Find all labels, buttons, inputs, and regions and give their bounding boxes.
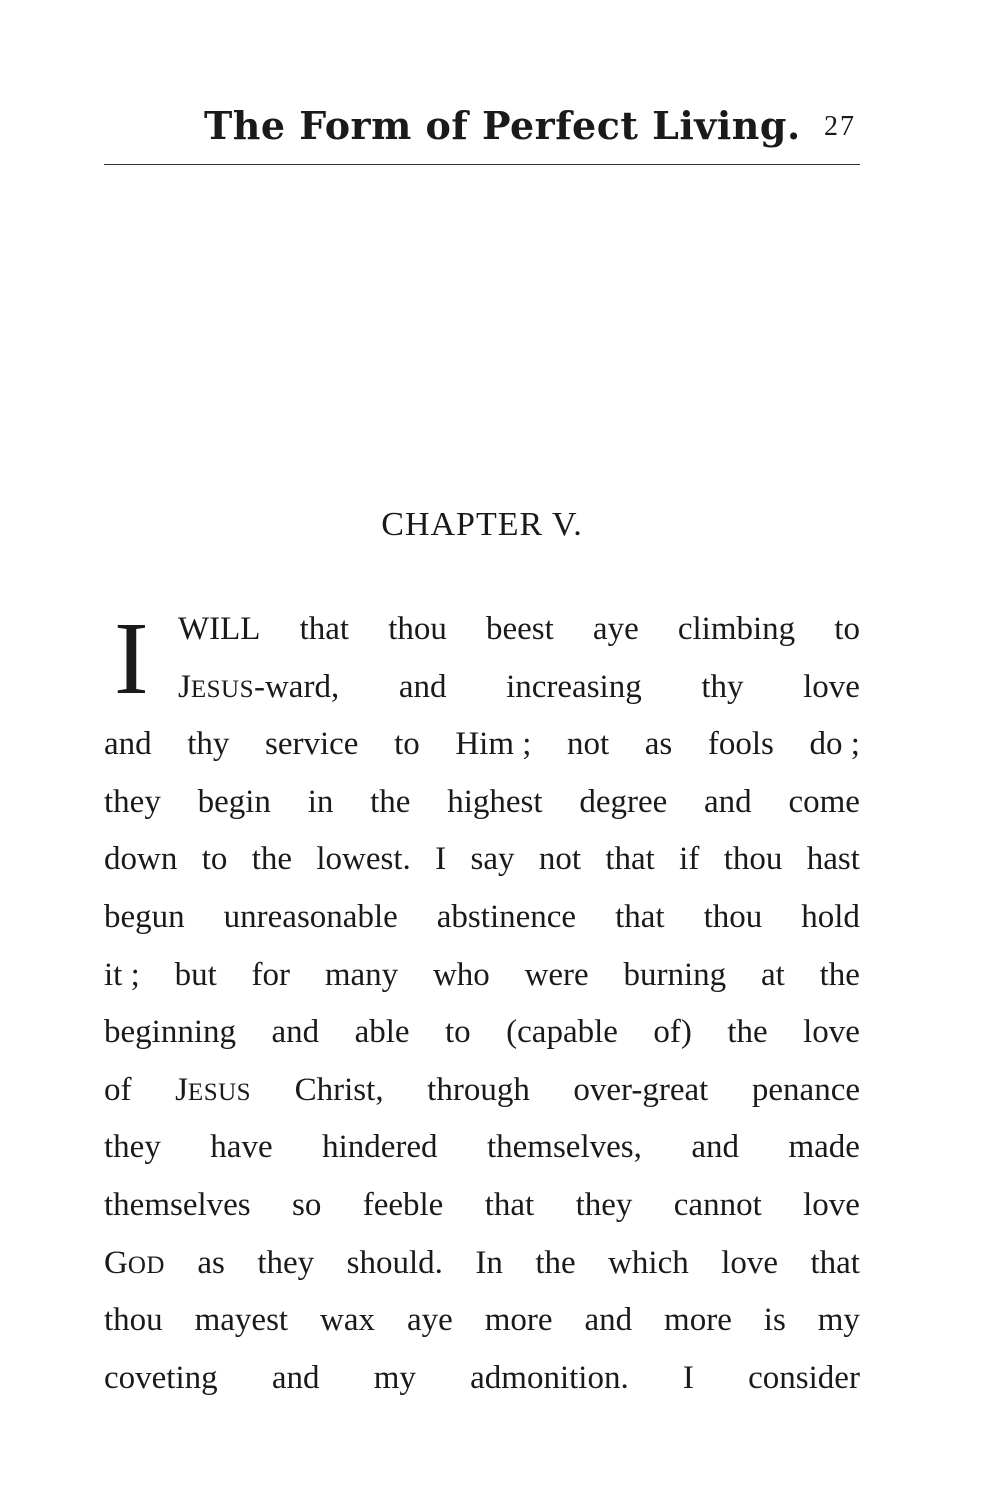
header-rule bbox=[104, 164, 860, 165]
text-line: down to the lowest. I say not that if thou hast bbox=[104, 841, 860, 878]
text-line: coveting and my admonition. I consider bbox=[104, 1359, 860, 1396]
chapter-heading: CHAPTER V. bbox=[381, 506, 583, 543]
text-line: it ; but for many who were burning at the bbox=[104, 956, 860, 993]
text-line: they begin in the highest degree and come bbox=[104, 783, 860, 820]
text-line: GOD as they should. In the which love that bbox=[104, 1244, 860, 1281]
text-line: beginning and able to (capable of) the love bbox=[104, 1014, 860, 1051]
chapter-paragraph bbox=[104, 601, 860, 1407]
text-line: of JESUS Christ, through over-great penance bbox=[104, 1071, 860, 1108]
text-line: and thy service to Him ; not as fools do ; bbox=[104, 726, 860, 763]
text-line: thou mayest wax aye more and more is my bbox=[104, 1302, 860, 1339]
text-line: begun unreasonable abstinence that thou hold bbox=[104, 898, 860, 935]
drop-cap: I bbox=[114, 601, 149, 716]
text-line: themselves so feeble that they cannot love bbox=[104, 1186, 860, 1223]
text-line: WILL that thou beest aye climbing to bbox=[178, 611, 860, 647]
text-line: JESUS-ward, and increasing thy love bbox=[178, 668, 860, 705]
page-number: 27 bbox=[824, 111, 856, 142]
running-title: The Form of Perfect Living. bbox=[204, 103, 801, 148]
running-header bbox=[104, 96, 860, 156]
text-line: they have hindered themselves, and made bbox=[104, 1129, 860, 1166]
